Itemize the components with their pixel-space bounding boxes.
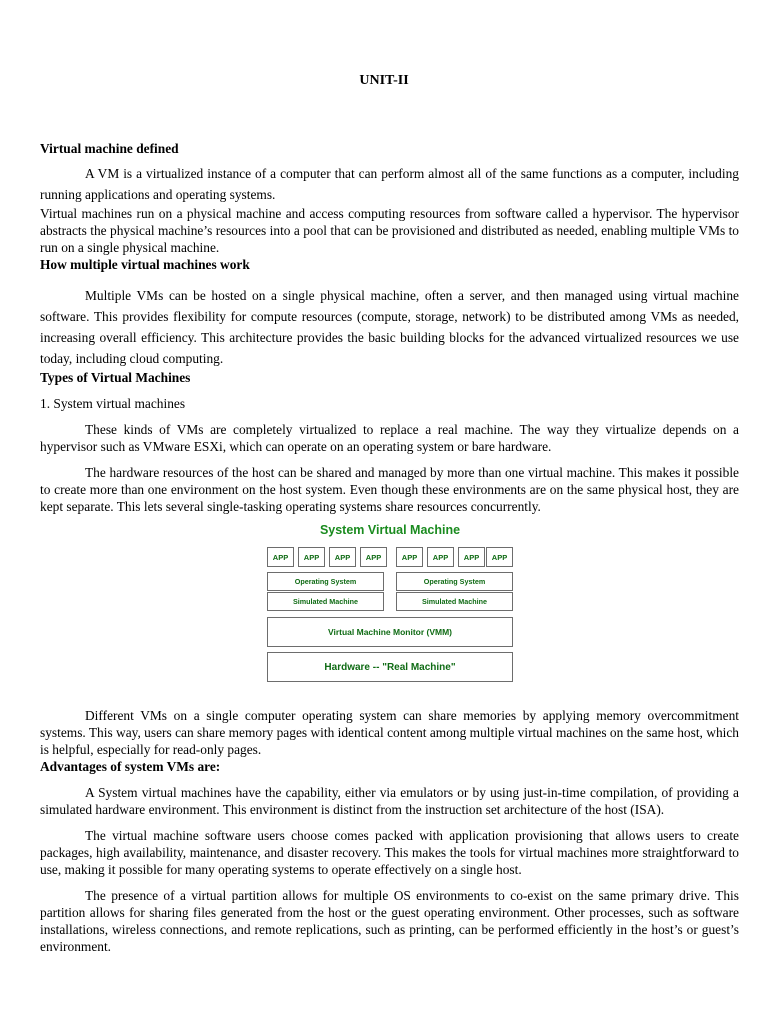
app-box: APP bbox=[458, 547, 485, 567]
paragraph-advantages-2: The virtual machine software users choose comes packed with application provisioning that allows users to create packages, high availability, maintenance, and disaster recovery. This makes the tools for virtual machines more straightforward to use, making it possible for many operating systems to operate effectively on a single host. bbox=[40, 828, 739, 877]
app-box: APP bbox=[396, 547, 423, 567]
heading-advantages: Advantages of system VMs are: bbox=[40, 759, 221, 774]
paragraph-advantages-3: The presence of a virtual partition allows for multiple OS environments to co-exist on the same primary drive. This partition allows for sharing files generated from the host or the guest operating environment. Other processes, such as software installations, wireless connections, and remote replications, such as printing, can be performed efficiently in the host’s or guest’s environment. bbox=[40, 888, 739, 954]
paragraph-advantages-1: A System virtual machines have the capability, either via emulators or by using just-in-time compilation, of providing a simulated hardware environment. This environment is distinct from the instruction set architecture of the host (ISA). bbox=[40, 785, 739, 817]
app-box: APP bbox=[267, 547, 294, 567]
operating-system-box: Operating System bbox=[396, 572, 513, 591]
app-box: APP bbox=[360, 547, 387, 567]
paragraph-types-2: The hardware resources of the host can be shared and managed by more than one virtual machine. This makes it possible to create more than one environment on the host system. Even though these environments are on the same physical host, they are kept separate. This lets several single-tasking operating systems share resources concurrently. bbox=[40, 465, 739, 514]
document-content bbox=[40, 140, 739, 955]
heading-vm-defined: Virtual machine defined bbox=[40, 141, 179, 156]
hardware-box: Hardware -- "Real Machine" bbox=[267, 652, 513, 682]
paragraph-types-1: These kinds of VMs are completely virtualized to replace a real machine. The way they virtualize depends on a hypervisor such as VMware ESXi, which can operate on an operating system or bare hardware. bbox=[40, 422, 739, 454]
system-vm-diagram bbox=[267, 523, 513, 701]
app-box: APP bbox=[329, 547, 356, 567]
vmm-box: Virtual Machine Monitor (VMM) bbox=[267, 617, 513, 647]
diagram-title: System Virtual Machine bbox=[319, 523, 461, 537]
heading-types: Types of Virtual Machines bbox=[40, 370, 191, 385]
subheading-system-vms: 1. System virtual machines bbox=[40, 396, 186, 411]
paragraph-multiple-vms-1: Multiple VMs can be hosted on a single physical machine, often a server, and then managed using virtual machine software. This provides flexibility for compute resources (compute, storage, network) to be distributed among VMs as needed, increasing overall efficiency. This architecture provides the basic building blocks for the advanced virtualized resources we use today, including cloud computing. bbox=[40, 288, 739, 366]
app-box: APP bbox=[486, 547, 513, 567]
paragraph-vm-defined-1: A VM is a virtualized instance of a computer that can perform almost all of the same functions as a computer, including running applications and operating systems. bbox=[40, 166, 739, 202]
paragraph-types-3: Different VMs on a single computer operating system can share memories by applying memory overcommitment systems. This way, users can share memory pages with identical content among multiple virtual machines on the same host, which is helpful, especially for read-only pages. bbox=[40, 708, 739, 757]
heading-multiple-vms: How multiple virtual machines work bbox=[40, 257, 250, 272]
app-box: APP bbox=[298, 547, 325, 567]
unit-title: UNIT-II bbox=[359, 73, 409, 88]
paragraph-vm-defined-2: Virtual machines run on a physical machine and access computing resources from software called a hypervisor. The hypervisor abstracts the physical machine’s resources into a pool that can be provisioned and distributed as needed, enabling multiple VMs to run on a single physical machine. bbox=[40, 206, 739, 255]
simulated-machine-box: Simulated Machine bbox=[267, 592, 384, 611]
simulated-machine-box: Simulated Machine bbox=[396, 592, 513, 611]
app-box: APP bbox=[427, 547, 454, 567]
operating-system-box: Operating System bbox=[267, 572, 384, 591]
